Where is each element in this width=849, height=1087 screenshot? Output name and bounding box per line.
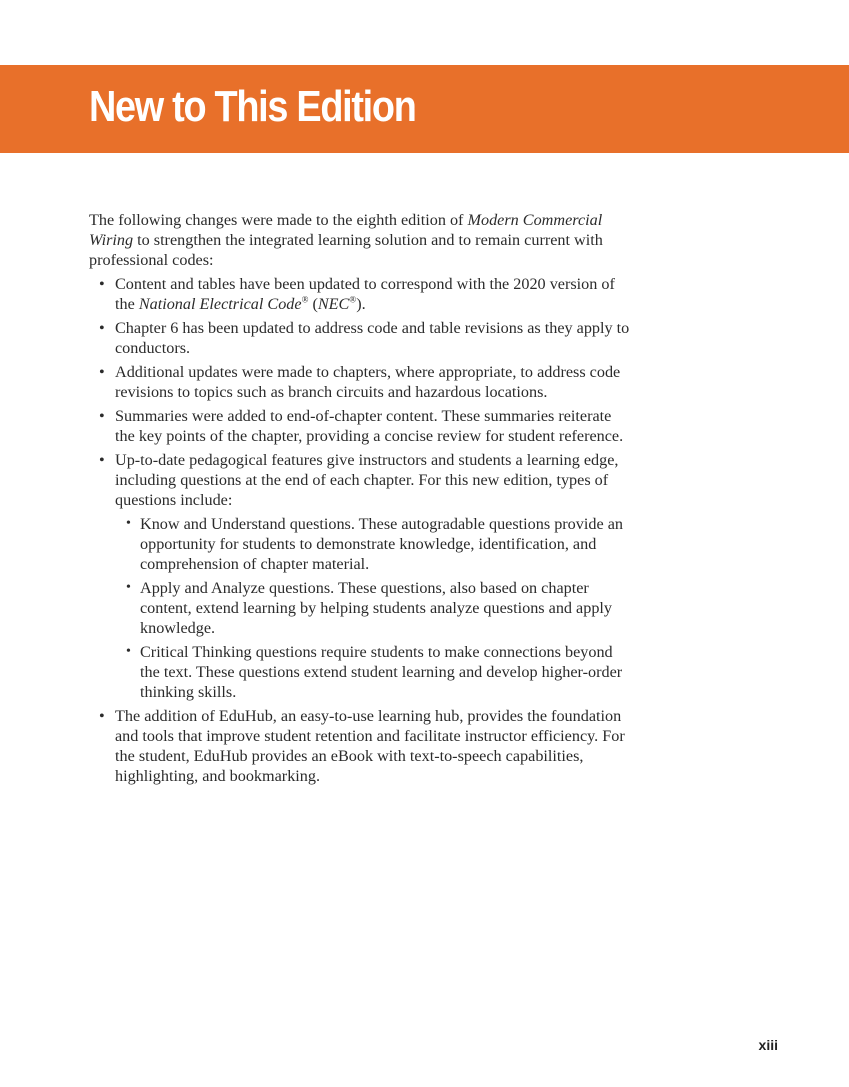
paren-open: (	[308, 295, 318, 313]
list-item	[89, 362, 634, 402]
sub-list-item	[115, 642, 634, 702]
question-types-list	[115, 514, 634, 702]
sub-list-item	[115, 514, 634, 574]
sub-list-item	[115, 578, 634, 638]
intro-text-before: The following changes were made to the eighth edition of	[89, 211, 468, 229]
list-item-text: Up-to-date pedagogical features give instructors and students a learning edge, including questions at the end of each chapter. For this new edition, types of questions include:	[115, 451, 619, 509]
paren-close: ).	[356, 295, 366, 313]
title-banner	[0, 65, 849, 153]
list-item	[89, 450, 634, 702]
registered-mark: ®	[301, 294, 309, 305]
sub-list-item-text: Know and Understand questions. These autogradable questions provide an opportunity for students to demonstrate knowledge, identification, and comprehension of chapter material.	[140, 515, 623, 573]
main-content	[89, 210, 634, 786]
sub-list-item-text: Apply and Analyze questions. These questions, also based on chapter content, extend learning by helping students analyze questions and apply knowledge.	[140, 579, 613, 637]
nec-abbreviation: NEC	[317, 295, 350, 313]
page-title: New to This Edition	[89, 82, 416, 131]
intro-text-after: to strengthen the integrated learning solution and to remain current with professional codes:	[89, 231, 603, 269]
list-item-text: The addition of EduHub, an easy-to-use learning hub, provides the foundation and tools that improve student retention and facilitate instructor efficiency. For the student, EduHub provides an eBook with text-to-speech capabilities, highlighting, and bookmarking.	[115, 707, 625, 785]
book-title: Modern Commercial Wiring	[89, 211, 603, 249]
list-item	[89, 274, 634, 314]
list-item	[89, 406, 634, 446]
registered-mark: ®	[349, 294, 357, 305]
sub-list-item-text: Critical Thinking questions require students to make connections beyond the text. These questions extend student learning and develop higher-order thinking skills.	[140, 643, 623, 701]
nec-title: National Electrical Code	[138, 295, 302, 313]
list-item-text: Additional updates were made to chapters, where appropriate, to address code revisions to topics such as branch circuits and hazardous locations.	[115, 363, 621, 401]
page-number: xiii	[758, 1037, 778, 1053]
list-item-text: Chapter 6 has been updated to address code and table revisions as they apply to conductors.	[115, 319, 630, 357]
list-item	[89, 318, 634, 358]
list-item-text: Summaries were added to end-of-chapter content. These summaries reiterate the key points of the chapter, providing a concise review for student reference.	[115, 407, 624, 445]
intro-paragraph	[89, 210, 634, 270]
list-item	[89, 706, 634, 786]
changes-list	[89, 274, 634, 786]
list-item-text: Content and tables have been updated to correspond with the 2020 version of the	[115, 275, 615, 313]
